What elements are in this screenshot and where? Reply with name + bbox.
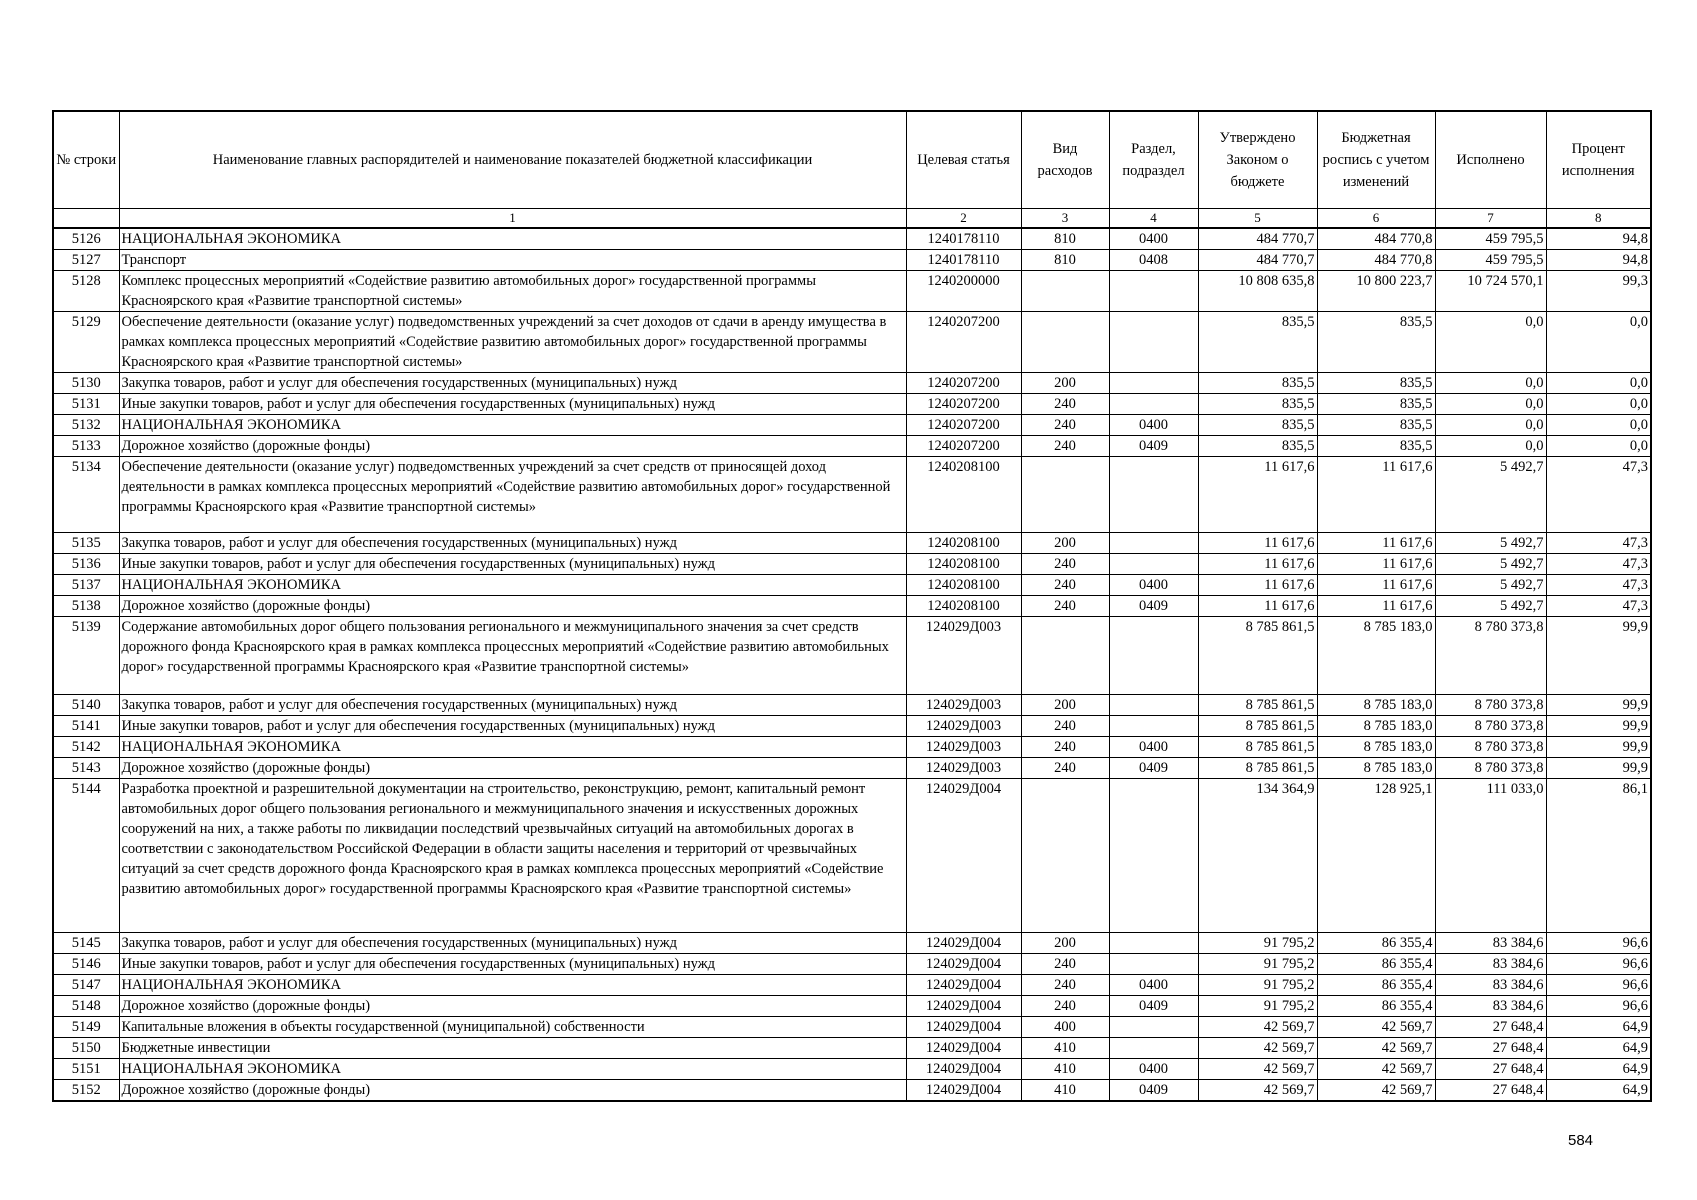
budget-list-amount-cell: 86 355,4 xyxy=(1317,933,1435,954)
table-row xyxy=(53,596,1651,617)
row-number-cell: 5137 xyxy=(53,575,119,596)
row-name-cell: Разработка проектной и разрешительной документации на строительство, реконструкцию, ремонт, капитальный ремонт автомобильных дорог общего пользования регионального и межмуниципального значения и искусственных дорожных сооружений на них, а также работы по ликвидации последствий чрезвычайных ситуаций на автомобильных дорогах в соответствии с законодательством Российской Федерации в области защиты населения и территорий от чрезвычайных ситуаций за счет средств дорожного фонда Красноярского края в рамках комплекса процессных мероприятий «Содействие развитию автомобильных дорог» государственной программы Красноярского края «Развитие транспортной системы» xyxy=(119,779,906,933)
expense-type-cell: 410 xyxy=(1021,1038,1109,1059)
executed-amount-cell: 5 492,7 xyxy=(1435,533,1546,554)
budget-list-amount-cell: 86 355,4 xyxy=(1317,954,1435,975)
percent-cell: 47,3 xyxy=(1546,457,1651,533)
row-number-cell: 5139 xyxy=(53,617,119,695)
row-name-cell: Дорожное хозяйство (дорожные фонды) xyxy=(119,1080,906,1102)
header-row-number: № строки xyxy=(53,111,119,209)
approved-amount-cell: 8 785 861,5 xyxy=(1198,695,1317,716)
row-name-cell: Транспорт xyxy=(119,250,906,271)
target-article-cell: 124029Д003 xyxy=(906,758,1021,779)
row-number-cell: 5147 xyxy=(53,975,119,996)
column-number: 2 xyxy=(906,209,1021,229)
approved-amount-cell: 11 617,6 xyxy=(1198,457,1317,533)
budget-list-amount-cell: 835,5 xyxy=(1317,436,1435,457)
executed-amount-cell: 27 648,4 xyxy=(1435,1038,1546,1059)
row-name-cell: Дорожное хозяйство (дорожные фонды) xyxy=(119,436,906,457)
approved-amount-cell: 8 785 861,5 xyxy=(1198,758,1317,779)
expense-type-cell xyxy=(1021,779,1109,933)
executed-amount-cell: 83 384,6 xyxy=(1435,996,1546,1017)
row-number-cell: 5127 xyxy=(53,250,119,271)
approved-amount-cell: 11 617,6 xyxy=(1198,596,1317,617)
table-row xyxy=(53,533,1651,554)
expense-type-cell: 200 xyxy=(1021,695,1109,716)
approved-amount-cell: 11 617,6 xyxy=(1198,533,1317,554)
approved-amount-cell: 10 808 635,8 xyxy=(1198,271,1317,312)
percent-cell: 64,9 xyxy=(1546,1059,1651,1080)
budget-table xyxy=(52,110,1652,1102)
percent-cell: 64,9 xyxy=(1546,1017,1651,1038)
table-row xyxy=(53,1080,1651,1102)
section-cell xyxy=(1109,779,1198,933)
executed-amount-cell: 10 724 570,1 xyxy=(1435,271,1546,312)
percent-cell: 0,0 xyxy=(1546,373,1651,394)
percent-cell: 0,0 xyxy=(1546,394,1651,415)
expense-type-cell: 410 xyxy=(1021,1080,1109,1102)
row-name-cell: Иные закупки товаров, работ и услуг для обеспечения государственных (муниципальных) нужд xyxy=(119,554,906,575)
approved-amount-cell: 91 795,2 xyxy=(1198,954,1317,975)
row-name-cell: НАЦИОНАЛЬНАЯ ЭКОНОМИКА xyxy=(119,975,906,996)
expense-type-cell: 240 xyxy=(1021,758,1109,779)
row-name-cell: Дорожное хозяйство (дорожные фонды) xyxy=(119,996,906,1017)
executed-amount-cell: 8 780 373,8 xyxy=(1435,695,1546,716)
approved-amount-cell: 835,5 xyxy=(1198,436,1317,457)
target-article-cell: 1240208100 xyxy=(906,554,1021,575)
row-number-cell: 5141 xyxy=(53,716,119,737)
section-cell xyxy=(1109,271,1198,312)
expense-type-cell: 200 xyxy=(1021,533,1109,554)
approved-amount-cell: 8 785 861,5 xyxy=(1198,737,1317,758)
executed-amount-cell: 8 780 373,8 xyxy=(1435,617,1546,695)
executed-amount-cell: 0,0 xyxy=(1435,394,1546,415)
budget-list-amount-cell: 11 617,6 xyxy=(1317,457,1435,533)
section-cell xyxy=(1109,1017,1198,1038)
table-row xyxy=(53,312,1651,373)
row-name-cell: Закупка товаров, работ и услуг для обеспечения государственных (муниципальных) нужд xyxy=(119,695,906,716)
row-number-cell: 5143 xyxy=(53,758,119,779)
approved-amount-cell: 8 785 861,5 xyxy=(1198,617,1317,695)
percent-cell: 47,3 xyxy=(1546,554,1651,575)
approved-amount-cell: 91 795,2 xyxy=(1198,996,1317,1017)
percent-cell: 64,9 xyxy=(1546,1080,1651,1102)
row-name-cell: Дорожное хозяйство (дорожные фонды) xyxy=(119,596,906,617)
budget-list-amount-cell: 8 785 183,0 xyxy=(1317,758,1435,779)
row-number-cell: 5134 xyxy=(53,457,119,533)
target-article-cell: 1240208100 xyxy=(906,457,1021,533)
target-article-cell: 1240207200 xyxy=(906,312,1021,373)
section-cell: 0409 xyxy=(1109,996,1198,1017)
approved-amount-cell: 484 770,7 xyxy=(1198,250,1317,271)
target-article-cell: 124029Д003 xyxy=(906,695,1021,716)
target-article-cell: 1240178110 xyxy=(906,228,1021,250)
row-number-cell: 5135 xyxy=(53,533,119,554)
section-cell: 0408 xyxy=(1109,250,1198,271)
page-number: 584 xyxy=(1568,1132,1594,1149)
approved-amount-cell: 42 569,7 xyxy=(1198,1059,1317,1080)
row-name-cell: НАЦИОНАЛЬНАЯ ЭКОНОМИКА xyxy=(119,228,906,250)
approved-amount-cell: 91 795,2 xyxy=(1198,933,1317,954)
table-row xyxy=(53,457,1651,533)
table-row xyxy=(53,373,1651,394)
column-number: 6 xyxy=(1317,209,1435,229)
executed-amount-cell: 8 780 373,8 xyxy=(1435,758,1546,779)
budget-list-amount-cell: 835,5 xyxy=(1317,373,1435,394)
row-number-cell: 5131 xyxy=(53,394,119,415)
budget-list-amount-cell: 8 785 183,0 xyxy=(1317,617,1435,695)
approved-amount-cell: 484 770,7 xyxy=(1198,228,1317,250)
target-article-cell: 1240207200 xyxy=(906,436,1021,457)
row-number-cell: 5128 xyxy=(53,271,119,312)
row-name-cell: Иные закупки товаров, работ и услуг для обеспечения государственных (муниципальных) нужд xyxy=(119,716,906,737)
table-row xyxy=(53,1059,1651,1080)
section-cell: 0400 xyxy=(1109,737,1198,758)
target-article-cell: 124029Д004 xyxy=(906,1059,1021,1080)
row-number-cell: 5129 xyxy=(53,312,119,373)
section-cell xyxy=(1109,312,1198,373)
row-number-cell: 5138 xyxy=(53,596,119,617)
table-row xyxy=(53,554,1651,575)
table-row xyxy=(53,415,1651,436)
budget-list-amount-cell: 835,5 xyxy=(1317,394,1435,415)
table-row xyxy=(53,779,1651,933)
percent-cell: 99,9 xyxy=(1546,716,1651,737)
percent-cell: 0,0 xyxy=(1546,415,1651,436)
table-row xyxy=(53,954,1651,975)
row-name-cell: НАЦИОНАЛЬНАЯ ЭКОНОМИКА xyxy=(119,1059,906,1080)
row-number-cell: 5148 xyxy=(53,996,119,1017)
budget-list-amount-cell: 11 617,6 xyxy=(1317,554,1435,575)
table-row xyxy=(53,271,1651,312)
executed-amount-cell: 459 795,5 xyxy=(1435,228,1546,250)
row-number-cell: 5146 xyxy=(53,954,119,975)
percent-cell: 96,6 xyxy=(1546,954,1651,975)
row-number-cell: 5133 xyxy=(53,436,119,457)
table-row xyxy=(53,250,1651,271)
budget-list-amount-cell: 11 617,6 xyxy=(1317,575,1435,596)
approved-amount-cell: 835,5 xyxy=(1198,373,1317,394)
table-row xyxy=(53,758,1651,779)
target-article-cell: 1240207200 xyxy=(906,394,1021,415)
approved-amount-cell: 835,5 xyxy=(1198,415,1317,436)
table-row xyxy=(53,996,1651,1017)
section-cell xyxy=(1109,394,1198,415)
approved-amount-cell: 11 617,6 xyxy=(1198,554,1317,575)
table-row xyxy=(53,1017,1651,1038)
executed-amount-cell: 5 492,7 xyxy=(1435,575,1546,596)
row-name-cell: Комплекс процессных мероприятий «Содействие развитию автомобильных дорог» государственной программы Красноярского края «Развитие транспортной системы» xyxy=(119,271,906,312)
budget-list-amount-cell: 128 925,1 xyxy=(1317,779,1435,933)
executed-amount-cell: 0,0 xyxy=(1435,436,1546,457)
budget-list-amount-cell: 11 617,6 xyxy=(1317,596,1435,617)
budget-list-amount-cell: 484 770,8 xyxy=(1317,228,1435,250)
header-budget-list: Бюджетная роспись с учетом изменений xyxy=(1317,111,1435,209)
table-row xyxy=(53,695,1651,716)
table-body xyxy=(53,228,1651,1101)
table-row xyxy=(53,617,1651,695)
budget-list-amount-cell: 8 785 183,0 xyxy=(1317,737,1435,758)
expense-type-cell: 240 xyxy=(1021,596,1109,617)
row-name-cell: Бюджетные инвестиции xyxy=(119,1038,906,1059)
section-cell: 0409 xyxy=(1109,758,1198,779)
expense-type-cell xyxy=(1021,312,1109,373)
executed-amount-cell: 5 492,7 xyxy=(1435,596,1546,617)
target-article-cell: 124029Д004 xyxy=(906,1038,1021,1059)
header-section: Раздел, подраздел xyxy=(1109,111,1198,209)
approved-amount-cell: 134 364,9 xyxy=(1198,779,1317,933)
target-article-cell: 124029Д003 xyxy=(906,617,1021,695)
column-number: 4 xyxy=(1109,209,1198,229)
section-cell xyxy=(1109,554,1198,575)
table-row xyxy=(53,228,1651,250)
executed-amount-cell: 459 795,5 xyxy=(1435,250,1546,271)
percent-cell: 96,6 xyxy=(1546,996,1651,1017)
target-article-cell: 124029Д003 xyxy=(906,716,1021,737)
executed-amount-cell: 0,0 xyxy=(1435,373,1546,394)
target-article-cell: 1240208100 xyxy=(906,575,1021,596)
approved-amount-cell: 42 569,7 xyxy=(1198,1017,1317,1038)
budget-list-amount-cell: 42 569,7 xyxy=(1317,1017,1435,1038)
header-approved: Утверждено Законом о бюджете xyxy=(1198,111,1317,209)
expense-type-cell: 240 xyxy=(1021,716,1109,737)
percent-cell: 99,9 xyxy=(1546,758,1651,779)
row-name-cell: Закупка товаров, работ и услуг для обеспечения государственных (муниципальных) нужд xyxy=(119,373,906,394)
executed-amount-cell: 8 780 373,8 xyxy=(1435,716,1546,737)
row-number-cell: 5151 xyxy=(53,1059,119,1080)
target-article-cell: 1240207200 xyxy=(906,415,1021,436)
expense-type-cell xyxy=(1021,271,1109,312)
header-expense-type: Вид расходов xyxy=(1021,111,1109,209)
expense-type-cell xyxy=(1021,617,1109,695)
table-row xyxy=(53,1038,1651,1059)
expense-type-cell: 810 xyxy=(1021,250,1109,271)
target-article-cell: 124029Д003 xyxy=(906,737,1021,758)
percent-cell: 0,0 xyxy=(1546,312,1651,373)
row-number-cell: 5152 xyxy=(53,1080,119,1102)
budget-list-amount-cell: 835,5 xyxy=(1317,312,1435,373)
row-number-cell: 5144 xyxy=(53,779,119,933)
expense-type-cell: 240 xyxy=(1021,737,1109,758)
column-number: 7 xyxy=(1435,209,1546,229)
row-name-cell: НАЦИОНАЛЬНАЯ ЭКОНОМИКА xyxy=(119,415,906,436)
approved-amount-cell: 835,5 xyxy=(1198,394,1317,415)
section-cell: 0400 xyxy=(1109,415,1198,436)
row-number-cell: 5136 xyxy=(53,554,119,575)
target-article-cell: 124029Д004 xyxy=(906,933,1021,954)
expense-type-cell: 410 xyxy=(1021,1059,1109,1080)
percent-cell: 0,0 xyxy=(1546,436,1651,457)
section-cell xyxy=(1109,1038,1198,1059)
section-cell: 0409 xyxy=(1109,1080,1198,1102)
expense-type-cell: 240 xyxy=(1021,975,1109,996)
section-cell xyxy=(1109,695,1198,716)
percent-cell: 99,9 xyxy=(1546,695,1651,716)
budget-list-amount-cell: 484 770,8 xyxy=(1317,250,1435,271)
row-number-cell: 5150 xyxy=(53,1038,119,1059)
budget-list-amount-cell: 10 800 223,7 xyxy=(1317,271,1435,312)
expense-type-cell: 240 xyxy=(1021,996,1109,1017)
budget-list-amount-cell: 11 617,6 xyxy=(1317,533,1435,554)
section-cell xyxy=(1109,716,1198,737)
budget-list-amount-cell: 86 355,4 xyxy=(1317,996,1435,1017)
row-number-cell: 5140 xyxy=(53,695,119,716)
approved-amount-cell: 8 785 861,5 xyxy=(1198,716,1317,737)
table-row xyxy=(53,933,1651,954)
executed-amount-cell: 0,0 xyxy=(1435,312,1546,373)
expense-type-cell: 240 xyxy=(1021,436,1109,457)
header-row xyxy=(53,111,1651,209)
percent-cell: 94,8 xyxy=(1546,228,1651,250)
percent-cell: 96,6 xyxy=(1546,933,1651,954)
row-name-cell: Закупка товаров, работ и услуг для обеспечения государственных (муниципальных) нужд xyxy=(119,933,906,954)
row-name-cell: Обеспечение деятельности (оказание услуг) подведомственных учреждений за счет доходов от сдачи в аренду имущества в рамках комплекса процессных мероприятий «Содействие развитию автомобильных дорог» государственной программы Красноярского края «Развитие транспортной системы» xyxy=(119,312,906,373)
row-number-cell: 5132 xyxy=(53,415,119,436)
expense-type-cell: 810 xyxy=(1021,228,1109,250)
row-number-cell: 5130 xyxy=(53,373,119,394)
approved-amount-cell: 91 795,2 xyxy=(1198,975,1317,996)
table-row xyxy=(53,394,1651,415)
executed-amount-cell: 83 384,6 xyxy=(1435,954,1546,975)
budget-list-amount-cell: 86 355,4 xyxy=(1317,975,1435,996)
section-cell xyxy=(1109,373,1198,394)
target-article-cell: 124029Д004 xyxy=(906,996,1021,1017)
row-name-cell: НАЦИОНАЛЬНАЯ ЭКОНОМИКА xyxy=(119,737,906,758)
row-name-cell: Иные закупки товаров, работ и услуг для обеспечения государственных (муниципальных) нужд xyxy=(119,394,906,415)
expense-type-cell: 240 xyxy=(1021,575,1109,596)
section-cell xyxy=(1109,954,1198,975)
executed-amount-cell: 83 384,6 xyxy=(1435,933,1546,954)
budget-list-amount-cell: 8 785 183,0 xyxy=(1317,716,1435,737)
executed-amount-cell: 5 492,7 xyxy=(1435,457,1546,533)
percent-cell: 96,6 xyxy=(1546,975,1651,996)
target-article-cell: 1240200000 xyxy=(906,271,1021,312)
row-name-cell: Обеспечение деятельности (оказание услуг) подведомственных учреждений за счет средств от приносящей доход деятельности в рамках комплекса процессных мероприятий «Содействие развитию автомобильных дорог» государственной программы Красноярского края «Развитие транспортной системы» xyxy=(119,457,906,533)
column-number: 8 xyxy=(1546,209,1651,229)
expense-type-cell: 240 xyxy=(1021,554,1109,575)
target-article-cell: 1240208100 xyxy=(906,596,1021,617)
budget-list-amount-cell: 8 785 183,0 xyxy=(1317,695,1435,716)
executed-amount-cell: 111 033,0 xyxy=(1435,779,1546,933)
row-name-cell: НАЦИОНАЛЬНАЯ ЭКОНОМИКА xyxy=(119,575,906,596)
executed-amount-cell: 5 492,7 xyxy=(1435,554,1546,575)
target-article-cell: 124029Д004 xyxy=(906,1080,1021,1102)
column-number-row xyxy=(53,209,1651,229)
approved-amount-cell: 42 569,7 xyxy=(1198,1038,1317,1059)
section-cell: 0409 xyxy=(1109,596,1198,617)
percent-cell: 47,3 xyxy=(1546,533,1651,554)
row-name-cell: Капитальные вложения в объекты государственной (муниципальной) собственности xyxy=(119,1017,906,1038)
target-article-cell: 124029Д004 xyxy=(906,954,1021,975)
expense-type-cell: 240 xyxy=(1021,415,1109,436)
column-number: 1 xyxy=(119,209,906,229)
executed-amount-cell: 0,0 xyxy=(1435,415,1546,436)
header-target-article: Целевая статья xyxy=(906,111,1021,209)
budget-list-amount-cell: 42 569,7 xyxy=(1317,1059,1435,1080)
column-number: 3 xyxy=(1021,209,1109,229)
approved-amount-cell: 42 569,7 xyxy=(1198,1080,1317,1102)
table-row xyxy=(53,975,1651,996)
executed-amount-cell: 8 780 373,8 xyxy=(1435,737,1546,758)
executed-amount-cell: 27 648,4 xyxy=(1435,1017,1546,1038)
target-article-cell: 1240178110 xyxy=(906,250,1021,271)
section-cell xyxy=(1109,533,1198,554)
header-executed: Исполнено xyxy=(1435,111,1546,209)
expense-type-cell: 200 xyxy=(1021,373,1109,394)
approved-amount-cell: 835,5 xyxy=(1198,312,1317,373)
percent-cell: 64,9 xyxy=(1546,1038,1651,1059)
row-number-cell: 5145 xyxy=(53,933,119,954)
target-article-cell: 124029Д004 xyxy=(906,779,1021,933)
section-cell: 0400 xyxy=(1109,575,1198,596)
section-cell: 0409 xyxy=(1109,436,1198,457)
target-article-cell: 124029Д004 xyxy=(906,1017,1021,1038)
column-number xyxy=(53,209,119,229)
header-name: Наименование главных распорядителей и наименование показателей бюджетной классификации xyxy=(119,111,906,209)
percent-cell: 47,3 xyxy=(1546,596,1651,617)
budget-list-amount-cell: 42 569,7 xyxy=(1317,1080,1435,1102)
section-cell: 0400 xyxy=(1109,1059,1198,1080)
row-number-cell: 5142 xyxy=(53,737,119,758)
expense-type-cell: 240 xyxy=(1021,394,1109,415)
table-row xyxy=(53,716,1651,737)
table-row xyxy=(53,575,1651,596)
header-percent: Процент исполнения xyxy=(1546,111,1651,209)
section-cell: 0400 xyxy=(1109,228,1198,250)
target-article-cell: 1240208100 xyxy=(906,533,1021,554)
table-row xyxy=(53,436,1651,457)
row-number-cell: 5149 xyxy=(53,1017,119,1038)
row-name-cell: Иные закупки товаров, работ и услуг для обеспечения государственных (муниципальных) нужд xyxy=(119,954,906,975)
expense-type-cell: 400 xyxy=(1021,1017,1109,1038)
budget-list-amount-cell: 835,5 xyxy=(1317,415,1435,436)
percent-cell: 94,8 xyxy=(1546,250,1651,271)
expense-type-cell xyxy=(1021,457,1109,533)
percent-cell: 86,1 xyxy=(1546,779,1651,933)
executed-amount-cell: 27 648,4 xyxy=(1435,1080,1546,1102)
section-cell xyxy=(1109,457,1198,533)
percent-cell: 47,3 xyxy=(1546,575,1651,596)
section-cell xyxy=(1109,933,1198,954)
row-number-cell: 5126 xyxy=(53,228,119,250)
section-cell: 0400 xyxy=(1109,975,1198,996)
executed-amount-cell: 27 648,4 xyxy=(1435,1059,1546,1080)
budget-list-amount-cell: 42 569,7 xyxy=(1317,1038,1435,1059)
percent-cell: 99,9 xyxy=(1546,617,1651,695)
expense-type-cell: 200 xyxy=(1021,933,1109,954)
row-name-cell: Содержание автомобильных дорог общего пользования регионального и межмуниципального значения за счет средств дорожного фонда Красноярского края в рамках комплекса процессных мероприятий «Содействие развитию автомобильных дорог» государственной программы Красноярского края «Развитие транспортной системы» xyxy=(119,617,906,695)
approved-amount-cell: 11 617,6 xyxy=(1198,575,1317,596)
executed-amount-cell: 83 384,6 xyxy=(1435,975,1546,996)
table-row xyxy=(53,737,1651,758)
column-number: 5 xyxy=(1198,209,1317,229)
expense-type-cell: 240 xyxy=(1021,954,1109,975)
target-article-cell: 124029Д004 xyxy=(906,975,1021,996)
section-cell xyxy=(1109,617,1198,695)
row-name-cell: Закупка товаров, работ и услуг для обеспечения государственных (муниципальных) нужд xyxy=(119,533,906,554)
percent-cell: 99,9 xyxy=(1546,737,1651,758)
percent-cell: 99,3 xyxy=(1546,271,1651,312)
target-article-cell: 1240207200 xyxy=(906,373,1021,394)
row-name-cell: Дорожное хозяйство (дорожные фонды) xyxy=(119,758,906,779)
